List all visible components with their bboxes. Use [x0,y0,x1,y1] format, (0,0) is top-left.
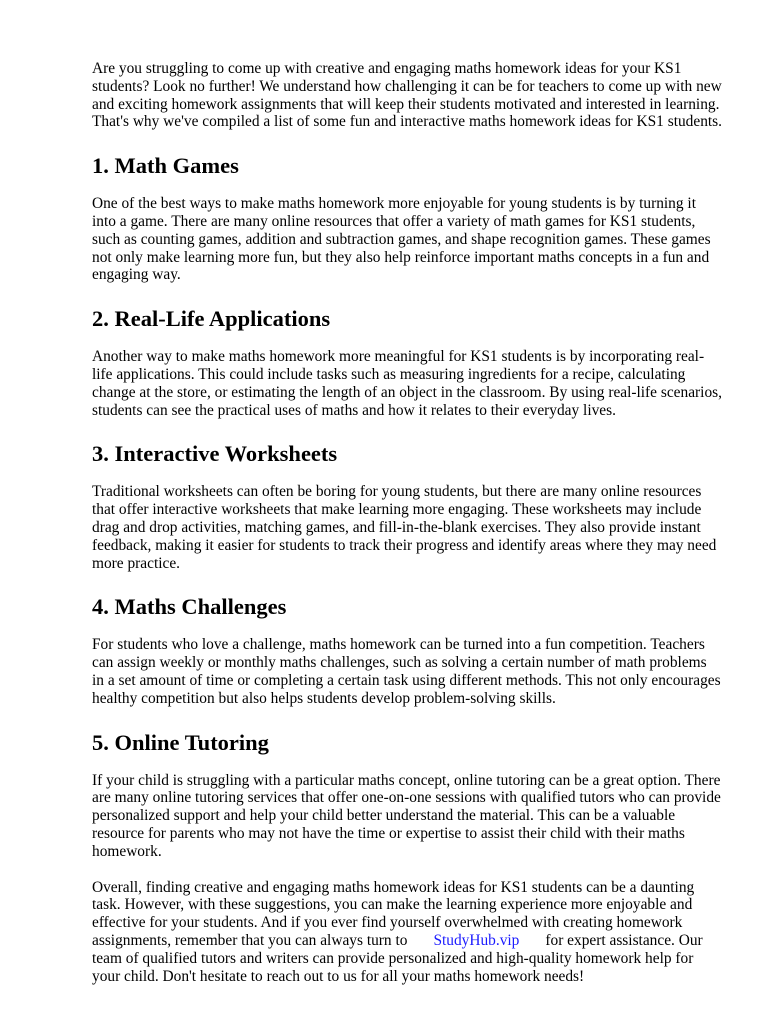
section-body: If your child is struggling with a particular maths concept, online tutoring can be a great option. There are many online tutoring services that offer one-on-one sessions with qualified tutors who can provide personalized support and help your child better understand the material. This can be a valuable resource for parents who may not have the time or expertise to assist their child with their maths homework. [92,771,721,860]
section-heading: 5. Online Tutoring [92,729,269,755]
section-interactive-worksheets [92,441,722,572]
article [92,60,722,985]
section-heading: 3. Interactive Worksheets [92,441,338,467]
section-heading: 1. Math Games [92,153,239,179]
conclusion-paragraph [92,879,722,986]
section-heading: 2. Real-Life Applications [92,306,331,332]
conclusion-text-before-link: Overall, finding creative and engaging maths homework ideas for KS1 students can be a daunting task. However, with these suggestions, you can make the learning experience more enjoyable and effective for your students. And if you ever find yourself overwhelmed with creating homework assignments, remember that you can always turn to [92,878,695,949]
section-real-life-applications [92,306,722,419]
section-body: Another way to make maths homework more meaningful for KS1 students is by incorporating real-life applications. This could include tasks such as measuring ingredients for a recipe, calculating change at the store, or estimating the length of an object in the classroom. By using real-life scenarios, students can see the practical uses of maths and how it relates to their everyday lives. [92,348,722,419]
section-body: Traditional worksheets can often be boring for young students, but there are many online resources that offer interactive worksheets that make learning more engaging. These worksheets may include drag and drop activities, matching games, and fill-in-the-blank exercises. They also provide instant feedback, making it easier for students to track their progress and identify areas where they may need more practice. [92,483,717,572]
conclusion-text-after-link: for expert assistance. Our team of qualified tutors and writers can provide personalized and high-quality homework help for your child. Don't hesitate to reach out to us for all your maths homework needs! [92,931,703,985]
section-online-tutoring [92,730,722,861]
section-maths-challenges [92,594,722,707]
section-body: For students who love a challenge, maths homework can be turned into a fun competition. Teachers can assign weekly or monthly maths challenges, such as solving a certain number of math problems in a set amount of time or completing a certain task using different methods. This not only encourages healthy competition but also helps students develop problem-solving skills. [92,636,721,707]
intro-paragraph: Are you struggling to come up with creative and engaging maths homework ideas for your KS1 students? Look no further! We understand how challenging it can be for teachers to come up with new and exciting homework assignments that will keep their students motivated and interested in learning. That's why we've compiled a list of some fun and interactive maths homework ideas for KS1 students. [92,60,723,131]
section-math-games [92,153,722,284]
studyhub-link[interactable]: StudyHub.vip [433,931,520,949]
section-heading: 4. Maths Challenges [92,594,287,620]
section-body: One of the best ways to make maths homework more enjoyable for young students is by turning it into a game. There are many online resources that offer a variety of math games for KS1 students, such as counting games, addition and subtraction games, and shape recognition games. These games not only make learning more fun, but they also help reinforce important maths concepts in a fun and engaging way. [92,195,711,284]
